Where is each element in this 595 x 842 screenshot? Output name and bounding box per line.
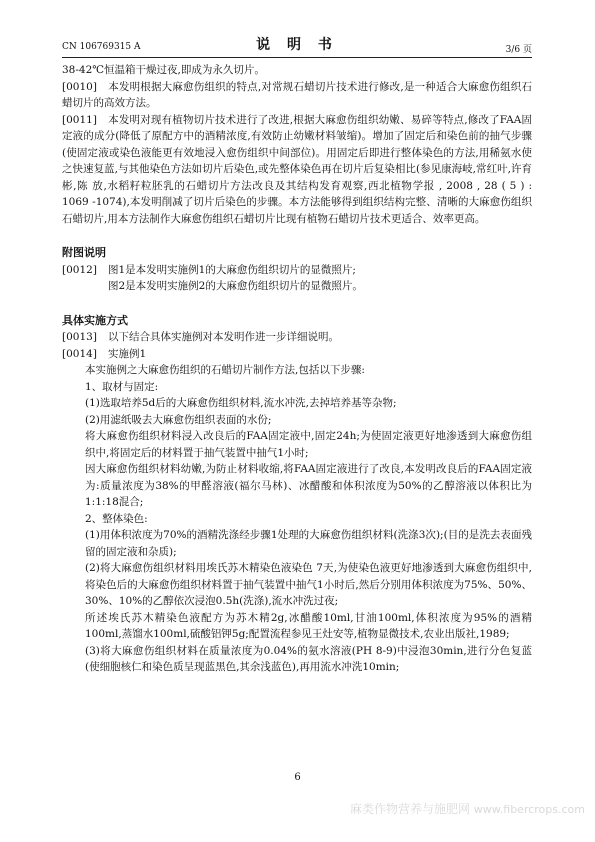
watermark-line-2: www.fibercrops.com	[473, 803, 585, 816]
step-heading-staining: 2、整体染色:	[85, 512, 148, 525]
watermark	[350, 800, 585, 817]
section-heading-embodiment: 具体实施方式	[62, 313, 128, 327]
page-header	[62, 32, 532, 54]
paragraph-0014: [0014] 实施例1	[62, 346, 532, 363]
paragraph-0011: [0011] 本发明对现有植物切片技术进行了改进,根据大麻愈伤组织幼嫩、易碎等特点,修改了FAA固定液的成分(降低了原配方中的酒精浓度,有效防止幼嫩材料皱缩)。增加了固定后和染色前的抽气步骤(使固定液或染色液能更有效地浸入愈伤组织中间部位)。用固定后即进行整体染色的方法,用稀氨水使之快速复蓝,与其他染色方法如切片后染色,或先整体染色再在切片后复染相比(参见康海岐,常红叶,许育彬,陈 放,水稻籽粒胚乳的石蜡切片方法改良及其结构发育观察,西北植物学报 , 2008 , 28 ( 5 ) : 1069 -1074),本发明削减了切片后染色的步骤。本方法能够得到组织结构完整、清晰的大麻愈伤组织石蜡切片,用本方法制作大麻愈伤组织石蜡切片比现有植物石蜡切片技术更适合、效率更高。	[62, 113, 532, 225]
header-divider	[62, 57, 532, 58]
figure-2-caption: 图2是本发明实施例2的大麻愈伤组织切片的显微照片。	[108, 280, 363, 292]
embodiment-intro: 本实施例之大麻愈伤组织的石蜡切片制作方法,包括以下步骤:	[85, 364, 365, 376]
watermark-line-1: 麻类作物营养与施肥网	[349, 802, 470, 816]
paragraph-0013: [0013] 以下结合具体实施例对本发明作进一步详细说明。	[62, 329, 532, 346]
paragraph-number: [0011]	[62, 113, 97, 126]
document-title: 说 明 书	[256, 37, 338, 53]
step-1-1: (1)选取培养5d后的大麻愈伤组织材料,流水冲洗,去掉培养基等杂物;	[85, 397, 397, 409]
page-number: 6	[294, 772, 301, 783]
patent-number: CN 106769315 A	[62, 42, 141, 52]
step-1-2: (2)用滤纸吸去大麻愈伤组织表面的水份;	[85, 413, 272, 426]
paragraph-number: [0012]	[62, 263, 97, 276]
step-heading-sampling: 1、取材与固定:	[85, 380, 159, 393]
section-heading-figures: 附图说明	[62, 246, 106, 259]
document-body	[62, 62, 532, 676]
step-faa-modification: 因大麻愈伤组织材料幼嫩,为防止材料收缩,将FAA固定液进行了改良,本发明改良后的FAA固定液为:质量浓度为38%的甲醛溶液(福尔马林)、冰醋酸和体积浓度为50%的乙醇溶液以体积比为1:1:18混合;	[85, 463, 532, 508]
step-2-3: (3)将大麻愈伤组织材料在质量浓度为0.04%的氨水溶液(PH 8-9)中浸泡30min,进行分色复蓝(使细胞核仁和染色质呈现蓝黑色,其余浅蓝色),再用流水冲洗10min;	[85, 644, 532, 673]
stain-recipe: 所述埃氏苏木精染色液配方为苏木精2g,冰醋酸10ml,甘油100ml,体积浓度为95%的酒精100ml,蒸馏水100ml,硫酸铝钾5g;配置流程参见王灶安等,植物显微技术,农业出版社,1989;	[85, 611, 532, 640]
paragraph-number: [0014]	[62, 347, 97, 360]
step-fixation: 将大麻愈伤组织材料浸入改良后的FAA固定液中,固定24h;为使固定液更好地渗透到大麻愈伤组织中,将固定后的材料置于抽气装置中抽气1小时;	[85, 430, 532, 459]
page-counter: 3/6 页	[505, 45, 532, 55]
paragraph-0012: [0012] 图1是本发明实施例1的大麻愈伤组织切片的显微照片;	[62, 262, 532, 279]
step-2-2: (2)将大麻愈伤组织材料用埃氏苏木精染色液染色 7天,为使染色液更好地渗透到大麻愈伤组织中,将染色后的大麻愈伤组织材料置于抽气装置中抽气1小时后,然后分别用体积浓度为75%、50%、30%、10%的乙醇依次浸泡0.5h(洗涤),流水冲洗过夜;	[85, 562, 532, 607]
paragraph-continuation: 38-42℃恒温箱干燥过夜,即成为永久切片。	[62, 64, 265, 76]
paragraph-number: [0013]	[62, 331, 97, 343]
step-2-1: (1)用体积浓度为70%的酒精洗涤经步骤1处理的大麻愈伤组织材料(洗涤3次);(目的是洗去表面残留的固定液和杂质);	[85, 529, 532, 558]
paragraph-0010: [0010] 本发明根据大麻愈伤组织的特点,对常规石蜡切片技术进行修改,是一种适合大麻愈伤组织石蜡切片的高效方法。	[62, 80, 532, 109]
paragraph-number: [0010]	[62, 80, 97, 93]
